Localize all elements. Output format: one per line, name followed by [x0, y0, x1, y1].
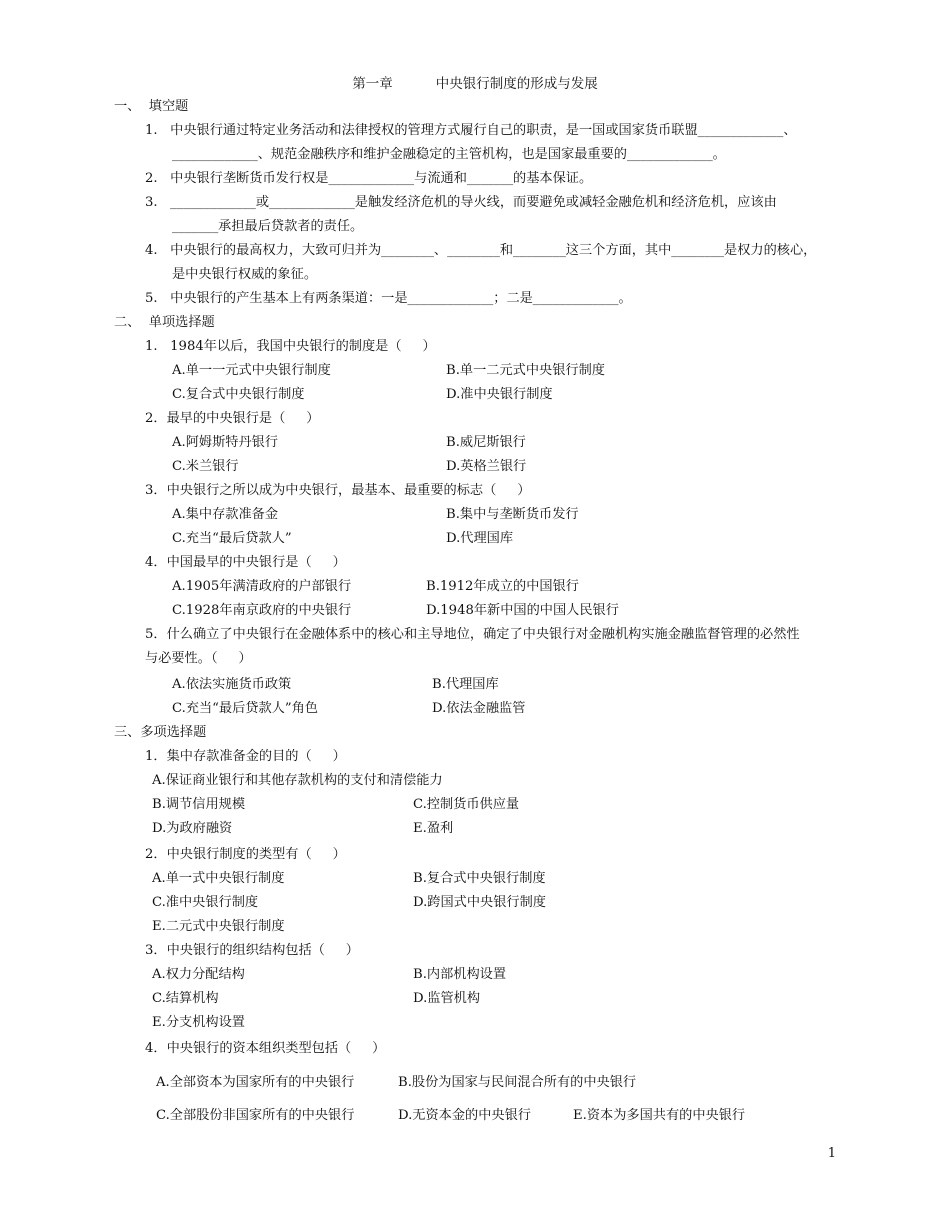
- multi-q4-option-e: E.资本为多国共有的中央银行: [573, 1108, 746, 1123]
- multi-q4-option-d: D.无资本金的中央银行: [398, 1108, 531, 1123]
- multi-q1-option-a: A.保证商业银行和其他存款机构的支付和清偿能力: [152, 773, 443, 788]
- multi-q2-option-c: C.准中央银行制度: [152, 895, 259, 910]
- multi-q1: 1．集中存款准备金的目的（ ）: [145, 749, 346, 764]
- fill-q2: 2. 中央银行垄断货币发行权是_____________与流通和_______的基本保证。: [145, 171, 593, 186]
- multi-q3-option-a: A.权力分配结构: [152, 967, 245, 982]
- section-heading-fill: 一、 填空题: [114, 99, 189, 114]
- single-q5-line2: 与必要性。（ ）: [145, 651, 252, 666]
- single-q5-line1: 5．什么确立了中央银行在金融体系中的核心和主导地位，确定了中央银行对金融机构实施金融监督管理的必然性: [145, 627, 800, 642]
- single-q4-option-b: B.1912年成立的中国银行: [426, 579, 579, 594]
- single-q4-option-d: D.1948年新中国的中国人民银行: [426, 603, 619, 618]
- single-q3-option-d: D.代理国库: [446, 531, 514, 546]
- fill-q4-line1: 4. 中央银行的最高权力，大致可归并为________、________和________这三个方面，其中________是权力的核心，: [145, 243, 817, 258]
- single-q2-option-d: D.英格兰银行: [446, 459, 527, 474]
- fill-q1-line2: _____________、规范金融秩序和维护金融稳定的主管机构，也是国家最重要的_____________。: [172, 147, 726, 162]
- single-q4-option-c: C.1928年南京政府的中央银行: [172, 603, 352, 618]
- single-q2-option-b: B.威尼斯银行: [446, 435, 526, 450]
- multi-q3: 3．中央银行的组织结构包括（ ）: [145, 943, 359, 958]
- multi-q2: 2．中央银行制度的类型有（ ）: [145, 847, 346, 862]
- single-q1-option-b: B.单一二元式中央银行制度: [446, 363, 605, 378]
- fill-q5: 5. 中央银行的产生基本上有两条渠道：一是_____________；二是_____________。: [145, 291, 632, 306]
- section-heading-multi: 三、多项选择题: [114, 725, 207, 740]
- multi-q2-option-e: E.二元式中央银行制度: [152, 919, 285, 934]
- single-q1-option-c: C.复合式中央银行制度: [172, 387, 305, 402]
- single-q1-option-d: D.准中央银行制度: [446, 387, 553, 402]
- multi-q3-option-e: E.分支机构设置: [152, 1015, 245, 1030]
- single-q5-option-a: A.依法实施货币政策: [172, 677, 292, 692]
- single-q1: 1. 1984年以后，我国中央银行的制度是（ ）: [145, 339, 436, 354]
- fill-q1-line1: 1. 中央银行通过特定业务活动和法律授权的管理方式履行自己的职责，是一国或国家货币联盟_____________、: [145, 123, 797, 138]
- page-title: 第一章 中央银行制度的形成与发展: [352, 76, 598, 92]
- section-heading-single: 二、 单项选择题: [114, 315, 215, 330]
- multi-q3-option-b: B.内部机构设置: [413, 967, 507, 982]
- multi-q3-option-c: C.结算机构: [152, 991, 219, 1006]
- page-number: 1: [827, 1146, 836, 1161]
- single-q2-option-a: A.阿姆斯特丹银行: [172, 435, 279, 450]
- single-q1-option-a: A.单一一元式中央银行制度: [172, 363, 331, 378]
- multi-q1-option-e: E.盈利: [413, 821, 454, 836]
- single-q4-option-a: A.1905年满清政府的户部银行: [172, 579, 352, 594]
- multi-q1-option-d: D.为政府融资: [152, 821, 233, 836]
- fill-q4-line2: 是中央银行权威的象征。: [172, 267, 318, 282]
- fill-q3-line2: _______承担最后贷款者的责任。: [172, 219, 364, 234]
- multi-q4-option-b: B.股份为国家与民间混合所有的中央银行: [398, 1075, 637, 1090]
- single-q2-option-c: C.米兰银行: [172, 459, 239, 474]
- multi-q2-option-b: B.复合式中央银行制度: [413, 871, 546, 886]
- multi-q3-option-d: D.监管机构: [413, 991, 481, 1006]
- single-q2: 2．最早的中央银行是（ ）: [145, 411, 320, 426]
- multi-q2-option-a: A.单一式中央银行制度: [152, 871, 285, 886]
- multi-q4: 4．中央银行的资本组织类型包括（ ）: [145, 1041, 386, 1056]
- single-q5-option-c: C.充当“最后贷款人”角色: [172, 701, 318, 716]
- multi-q2-option-d: D.跨国式中央银行制度: [413, 895, 546, 910]
- single-q4: 4．中国最早的中央银行是（ ）: [145, 555, 346, 570]
- single-q5-option-d: D.依法金融监管: [432, 701, 526, 716]
- multi-q4-option-c: C.全部股份非国家所有的中央银行: [156, 1108, 355, 1123]
- single-q5-option-b: B.代理国库: [432, 677, 499, 692]
- single-q3: 3．中央银行之所以成为中央银行，最基本、最重要的标志（ ）: [145, 483, 531, 498]
- fill-q3-line1: 3. _____________或_____________是触发经济危机的导火线，而要避免或减轻金融危机和经济危机，应该由: [145, 195, 777, 210]
- multi-q4-option-a: A.全部资本为国家所有的中央银行: [156, 1075, 355, 1090]
- single-q3-option-a: A.集中存款准备金: [172, 507, 279, 522]
- multi-q1-option-b: B.调节信用规模: [152, 797, 246, 812]
- single-q3-option-c: C.充当“最后贷款人”: [172, 531, 292, 546]
- multi-q1-option-c: C.控制货币供应量: [413, 797, 520, 812]
- single-q3-option-b: B.集中与垄断货币发行: [446, 507, 579, 522]
